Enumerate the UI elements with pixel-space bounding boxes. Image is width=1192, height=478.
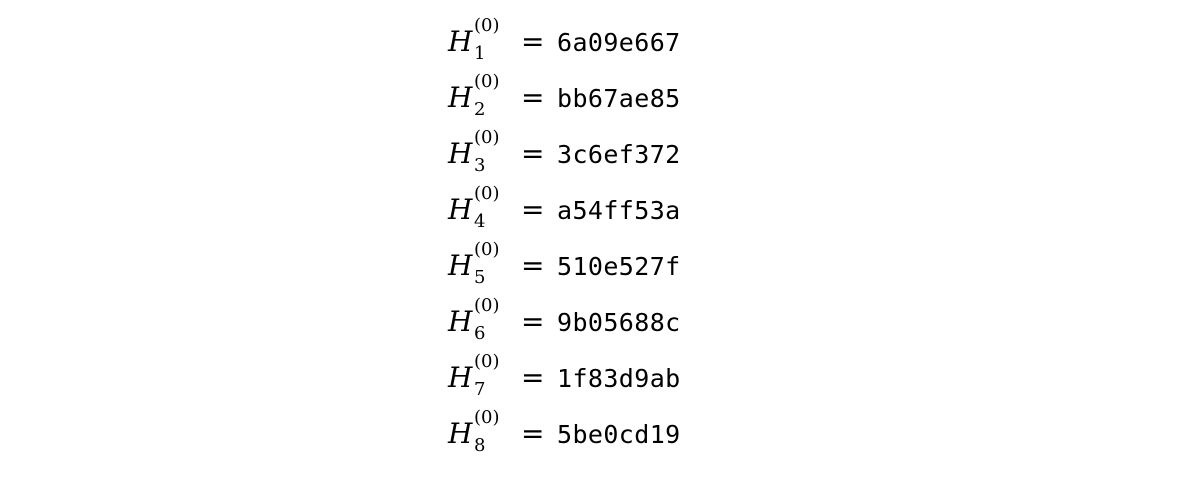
superscript: (0)	[474, 407, 500, 428]
hash-value: 9b05688c	[557, 308, 681, 337]
equation-lhs	[448, 71, 512, 126]
hash-symbol: H	[448, 25, 473, 58]
hash-symbol: H	[448, 193, 473, 226]
equation-row-h8	[448, 406, 708, 462]
equation-row-h6	[448, 294, 708, 350]
hash-value: 5be0cd19	[557, 420, 681, 449]
superscript: (0)	[474, 295, 500, 316]
superscript: (0)	[474, 351, 500, 372]
equation-lhs	[448, 183, 512, 238]
equals-sign: =	[521, 193, 545, 226]
hash-value: 3c6ef372	[557, 140, 681, 169]
hash-value: 1f83d9ab	[557, 364, 681, 393]
subscript: 7	[474, 379, 486, 400]
equation-lhs	[448, 239, 512, 294]
subscript: 4	[474, 211, 486, 232]
equation-row-h5	[448, 238, 708, 294]
subscript: 6	[474, 323, 486, 344]
initial-hash-values-equations	[448, 14, 708, 462]
hash-symbol: H	[448, 305, 473, 338]
equation-lhs	[448, 127, 512, 182]
equation-lhs	[448, 295, 512, 350]
hash-value: bb67ae85	[557, 84, 681, 113]
equation-lhs	[448, 15, 512, 70]
equation-row-h2	[448, 70, 708, 126]
equation-lhs	[448, 351, 512, 406]
equals-sign: =	[521, 25, 545, 58]
equation-lhs	[448, 407, 512, 462]
superscript: (0)	[474, 71, 500, 92]
hash-symbol: H	[448, 137, 473, 170]
superscript: (0)	[474, 15, 500, 36]
superscript: (0)	[474, 127, 500, 148]
subscript: 1	[474, 43, 486, 64]
equals-sign: =	[521, 81, 545, 114]
equals-sign: =	[521, 249, 545, 282]
superscript: (0)	[474, 183, 500, 204]
equals-sign: =	[521, 305, 545, 338]
hash-symbol: H	[448, 417, 473, 450]
hash-value: a54ff53a	[557, 196, 681, 225]
equation-row-h3	[448, 126, 708, 182]
equals-sign: =	[521, 137, 545, 170]
subscript: 3	[474, 155, 486, 176]
hash-symbol: H	[448, 81, 473, 114]
equation-row-h7	[448, 350, 708, 406]
subscript: 8	[474, 435, 486, 456]
hash-value: 6a09e667	[557, 28, 681, 57]
hash-symbol: H	[448, 361, 473, 394]
equals-sign: =	[521, 361, 545, 394]
hash-symbol: H	[448, 249, 473, 282]
equation-row-h4	[448, 182, 708, 238]
equation-row-h1	[448, 14, 708, 70]
superscript: (0)	[474, 239, 500, 260]
subscript: 5	[474, 267, 486, 288]
equals-sign: =	[521, 417, 545, 450]
subscript: 2	[474, 99, 486, 120]
hash-value: 510e527f	[557, 252, 681, 281]
